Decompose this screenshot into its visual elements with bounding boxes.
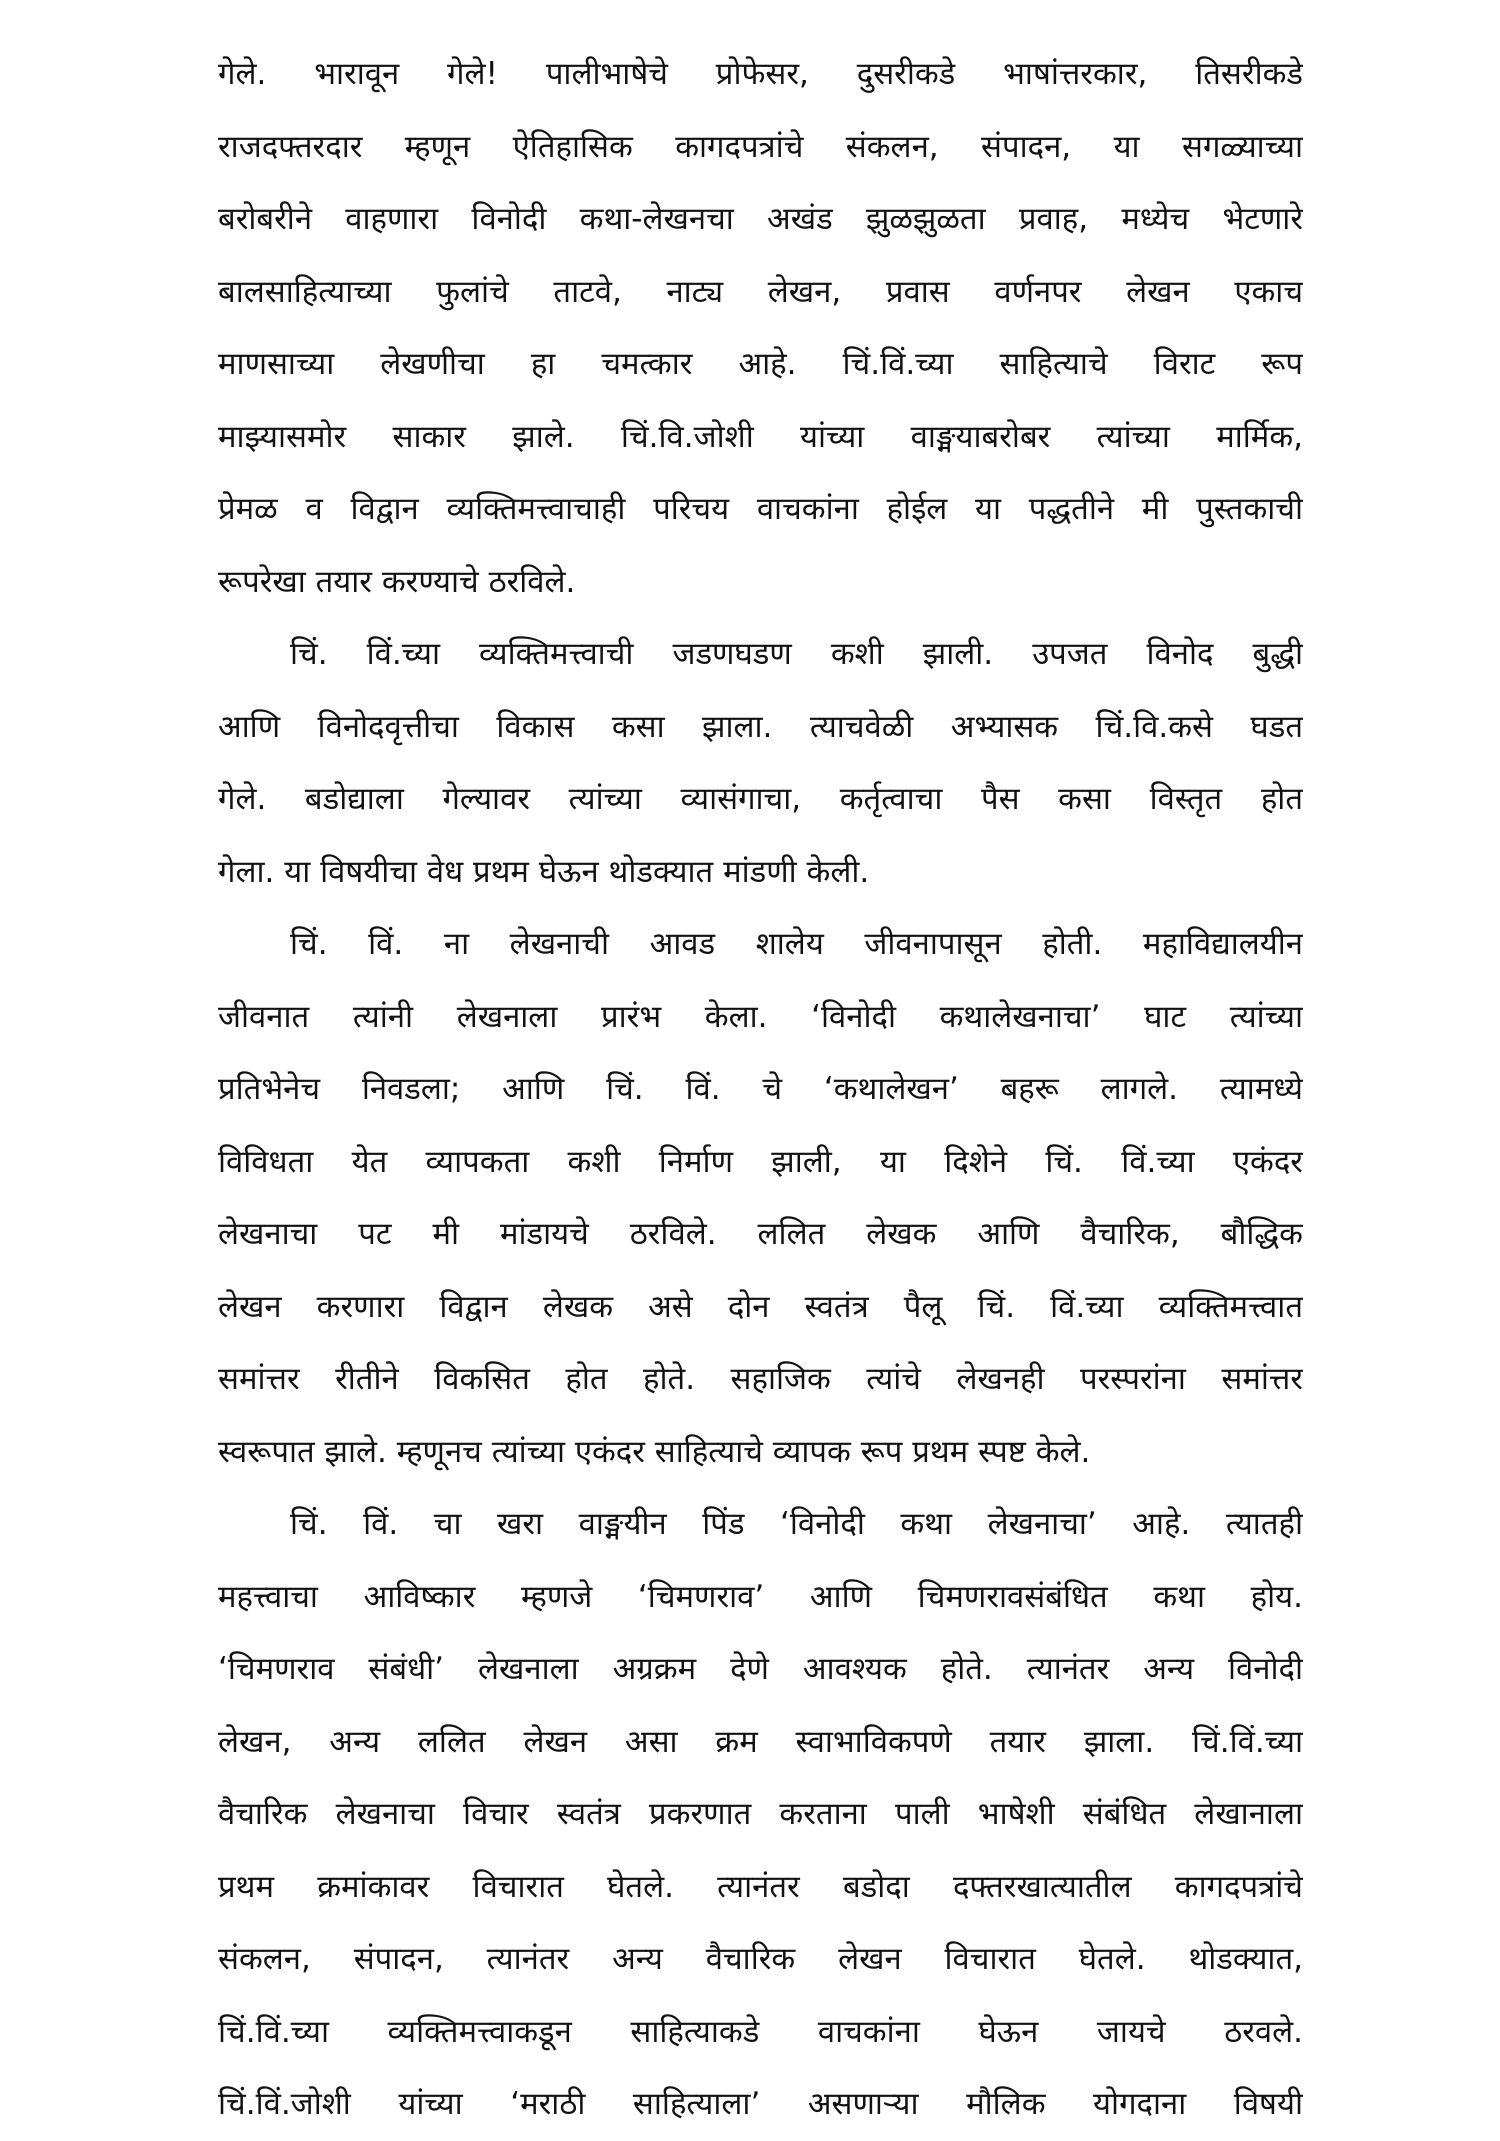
text-line: वैचारिक लेखनाचा विचार स्वतंत्र प्रकरणात करताना पाली भाषेशी संबंधित लेखानाला — [218, 1796, 1303, 1832]
text-line: लेखन, अन्य ललित लेखन असा क्रम स्वाभाविकपणे तयार झाला. चिं.विं.च्या — [218, 1723, 1303, 1760]
text-line: गेला. या विषयीचा वेध प्रथम घेऊन थोडक्यात मांडणी केली. — [218, 853, 870, 890]
text-line: आणि विनोदवृत्तीचा विकास कसा झाला. त्याचवेळी अभ्यासक चिं.वि.कसे घडत — [218, 708, 1303, 745]
text-line: चिं. विं. चा खरा वाङ्मयीन पिंड ‘विनोदी कथा लेखनाचा’ आहे. त्यातही — [290, 1506, 1303, 1542]
text-line: महत्त्वाचा आविष्कार म्हणजे ‘चिमणराव’ आणि चिमणरावसंबंधित कथा होय. — [218, 1578, 1303, 1615]
text-line: माझ्यासमोर साकार झाले. चिं.वि.जोशी यांच्या वाङ्मयाबरोबर त्यांच्या मार्मिक, — [218, 418, 1303, 455]
text-line: लेखनाचा पट मी मांडायचे ठरविले. ललित लेखक आणि वैचारिक, बौद्धिक — [218, 1216, 1303, 1252]
text-line: विविधता येत व्यापकता कशी निर्माण झाली, या दिशेने चिं. विं.च्या एकंदर — [218, 1143, 1303, 1180]
text-line: प्रतिभेनेच निवडला; आणि चिं. विं. चे ‘कथालेखन’ बहरू लागले. त्यामध्ये — [218, 1071, 1303, 1107]
text-line: चिं.विं.जोशी यांच्या ‘मराठी साहित्याला’ असणाऱ्या मौलिक योगदाना विषयी — [218, 2086, 1303, 2122]
paragraph — [218, 38, 1303, 618]
text-line: बालसाहित्याच्या फुलांचे ताटवे, नाट्य लेखन, प्रवास वर्णनपर लेखन एकाच — [218, 273, 1303, 310]
text-line: चिं.विं.च्या व्यक्तिमत्त्वाकडून साहित्याकडे वाचकांना घेऊन जायचे ठरवले. — [218, 2013, 1303, 2050]
text-line: लेखन करणारा विद्वान लेखक असे दोन स्वतंत्र पैलू चिं. विं.च्या व्यक्तिमत्त्वात — [218, 1288, 1303, 1325]
text-line: स्वरूपात झाले. म्हणूनच त्यांच्या एकंदर साहित्याचे व्यापक रूप प्रथम स्पष्ट केले. — [218, 1433, 1091, 1470]
text-line: बरोबरीने वाहणारा विनोदी कथा-लेखनचा अखंड झुळझुळता प्रवाह, मध्येच भेटणारे — [218, 201, 1303, 237]
paragraph — [218, 618, 1303, 908]
text-line: समांत्तर रीतीने विकसित होत होते. सहाजिक त्यांचे लेखनही परस्परांना समांत्तर — [218, 1361, 1303, 1397]
text-line: राजदफ्तरदार म्हणून ऐतिहासिक कागदपत्रांचे संकलन, संपादन, या सगळ्याच्या — [218, 128, 1303, 165]
text-line: जीवनात त्यांनी लेखनाला प्रारंभ केला. ‘विनोदी कथालेखनाचा’ घाट त्यांच्या — [218, 998, 1303, 1035]
text-line: ‘चिमणराव संबंधी’ लेखनाला अग्रक्रम देणे आवश्यक होते. त्यानंतर अन्य विनोदी — [218, 1651, 1303, 1687]
text-line: माणसाच्या लेखणीचा हा चमत्कार आहे. चिं.विं.च्या साहित्याचे विराट रूप — [218, 346, 1303, 382]
text-line: गेले. बडोद्याला गेल्यावर त्यांच्या व्यासंगाचा, कर्तृत्वाचा पैस कसा विस्तृत होत — [218, 781, 1303, 817]
text-line: प्रेमळ व विद्वान व्यक्तिमत्त्वाचाही परिचय वाचकांना होईल या पद्धतीने मी पुस्तकाची — [218, 491, 1303, 527]
paragraph — [218, 1488, 1303, 2141]
text-line: चिं. विं. ना लेखनाची आवड शालेय जीवनापासून होती. महाविद्यालयीन — [290, 926, 1303, 962]
text-line: चिं. विं.च्या व्यक्तिमत्त्वाची जडणघडण कशी झाली. उपजत विनोद बुद्धी — [290, 636, 1303, 672]
text-line: रूपरेखा तयार करण्याचे ठरविले. — [218, 563, 576, 600]
paragraph — [218, 908, 1303, 1488]
body-text — [218, 38, 1303, 2141]
text-line: संकलन, संपादन, त्यानंतर अन्य वैचारिक लेखन विचारात घेतले. थोडक्यात, — [218, 1941, 1303, 1977]
text-line: प्रथम क्रमांकावर विचारात घेतले. त्यानंतर बडोदा दफ्तरखात्यातील कागदपत्रांचे — [218, 1868, 1303, 1905]
text-line: गेले. भारावून गेले! पालीभाषेचे प्रोफेसर, दुसरीकडे भाषांत्तरकार, तिसरीकडे — [218, 56, 1303, 92]
